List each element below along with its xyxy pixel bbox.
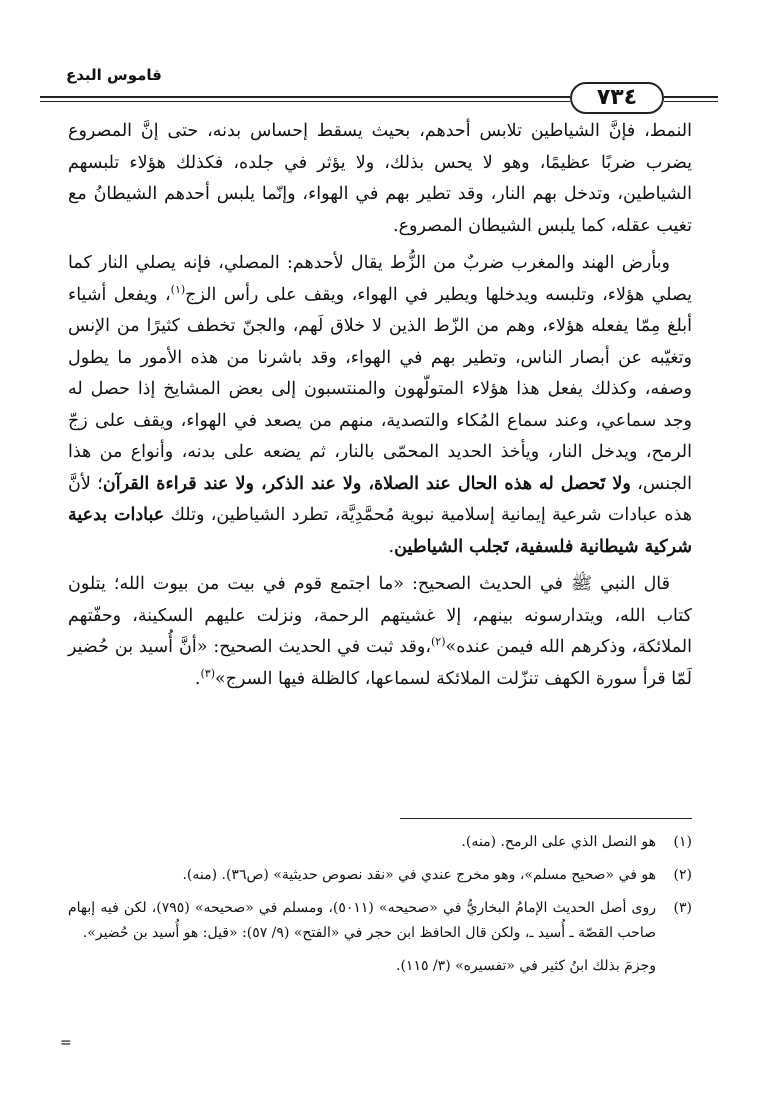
paragraph-3 xyxy=(68,569,692,695)
paragraph-2-text-b: ، ويفعل أشياء أبلغ مِمّا يفعله هؤلاء، وهم من الزّط الذين لا خلاق لَهم، والجنّ تخطف كثيرًا من الإنس وتغيّبه عن أبصار الناس، وتطير بهم في الهواء، وقد باشرنا من هذه الأمور ما يطول وصفه، وكذلك يفعل هذا هؤلاء المتولّهون والمنتسبون إلى بعض المشايخ إذا حصل له وجد سماعي، وعند سماع المُكاء والتصدية، منهم من يصعد في الهواء، ويقف على زجّ الرمح، ويدخل النار، ويأخذ الحديد المحمّى بالنار، ثم يضعه على بدنه، وأنواع من هذا الجنس، xyxy=(68,284,692,494)
footnote-3 xyxy=(68,896,692,946)
footnote-ref-2[interactable]: (٢) xyxy=(431,635,446,649)
page-header xyxy=(40,60,718,110)
paragraph-2-end: . xyxy=(388,536,395,557)
paragraph-1 xyxy=(68,116,692,242)
header-rule-thin xyxy=(40,101,570,102)
footnote-number: (٣) xyxy=(673,900,692,916)
footnote-number: (٢) xyxy=(673,867,692,883)
footnote-3-continuation: وجزمَ بذلك ابنُ كثير في «تفسيره» (٣/ ١١٥). xyxy=(396,958,656,974)
paragraph-2-text-c: ؛ لأنَّ هذه عبادات شرعية إيمانية إسلامية نبوية مُحمَّدِيَّة، تطرد الشياطين، وتلك xyxy=(68,473,692,525)
paragraph-3-end: . xyxy=(194,668,201,689)
header-rule xyxy=(40,96,570,98)
footnote-text: هو في «صحيح مسلم»، وهو مخرج عندي في «نقد نصوص حديثية» (ص٣٦). (منه). xyxy=(182,867,656,883)
footnote-2 xyxy=(68,863,692,888)
paragraph-3-text-b: ،وقد ثبت في الحديث الصحيح: «أنَّ أُسيد بن حُضير لَمّا قرأ سورة الكهف تنزّلت الملائكة لسماعها، كالظلة فيها السرج» xyxy=(68,637,692,689)
paragraph-1-text: النمط، فإنَّ الشياطين تلابس أحدهم، بحيث يسقط إحساس بدنه، حتى إنَّ المصروع يضرب ضربًا عظيمًا، وهو لا يحس بذلك، ولا يؤثر في جلده، فكذلك هؤلاء تلبسهم الشياطين، وتدخل بهم النار، وقد تطير بهم في الهواء، وإنّما يلبس أحدهم الشيطانُ مع تغيب عقله، كما يلبس الشيطان المصروع. xyxy=(68,121,692,236)
footnote-separator xyxy=(400,818,692,819)
paragraph-2 xyxy=(68,248,692,563)
footnote-text: هو النصل الذي على الرمح. (منه). xyxy=(461,834,656,850)
main-text xyxy=(68,116,692,701)
footnote-number: (١) xyxy=(673,834,692,850)
footnote-ref-1[interactable]: (١) xyxy=(170,282,186,296)
paragraph-2-bold-2: عبادات بدعية شركية شيطانية فلسفية، تَجلب الشياطين xyxy=(68,505,692,557)
paragraph-2-bold-1: ولا تَحصل له هذه الحال عند الصلاة، ولا عند الذكر، ولا عند قراءة القرآن xyxy=(102,473,631,494)
header-rule-right-thin xyxy=(664,101,718,102)
footnote-1 xyxy=(68,830,692,855)
paragraph-2-text-a: وبأرض الهند والمغرب ضربٌ من الزُّط يقال لأحدهم: المصلي، فإنه يصلي النار كما يصلي هؤلاء، وتلبسه ويدخلها ويطير في الهواء، ويقف على رأس الزج xyxy=(68,253,692,305)
footnote-ref-3[interactable]: (٣) xyxy=(200,666,215,680)
footnote-text: روى أصل الحديث الإمامُ البخاريُّ في «صحيحه» (٥٠١١)، ومسلم في «صحيحه» (٧٩٥)، لكن فيه إبهام صاحب القصّة ـ أُسيد ـ، ولكن قال الحافظ ابن حجر في «الفتح» (٩/ ٥٧): «قيل: هو أُسيد بن حُضير». xyxy=(68,900,656,941)
continuation-mark: = xyxy=(60,1035,72,1051)
footnotes xyxy=(68,830,692,979)
paragraph-3-text-a: قال النبي ﷺ في الحديث الصحيح: «ما اجتمع قوم في بيت من بيوت الله؛ يتلون كتاب الله، ويتدارسونه بينهم، إلا غشيتهم الرحمة، ونزلت عليهم السكينة، وحفّتهم الملائكة، وذكرهم الله فيمن عنده» xyxy=(68,574,693,657)
page-number: ٧٣٤ xyxy=(570,82,664,114)
header-rule-right xyxy=(664,96,718,98)
book-title: قاموس البدع xyxy=(66,66,162,84)
